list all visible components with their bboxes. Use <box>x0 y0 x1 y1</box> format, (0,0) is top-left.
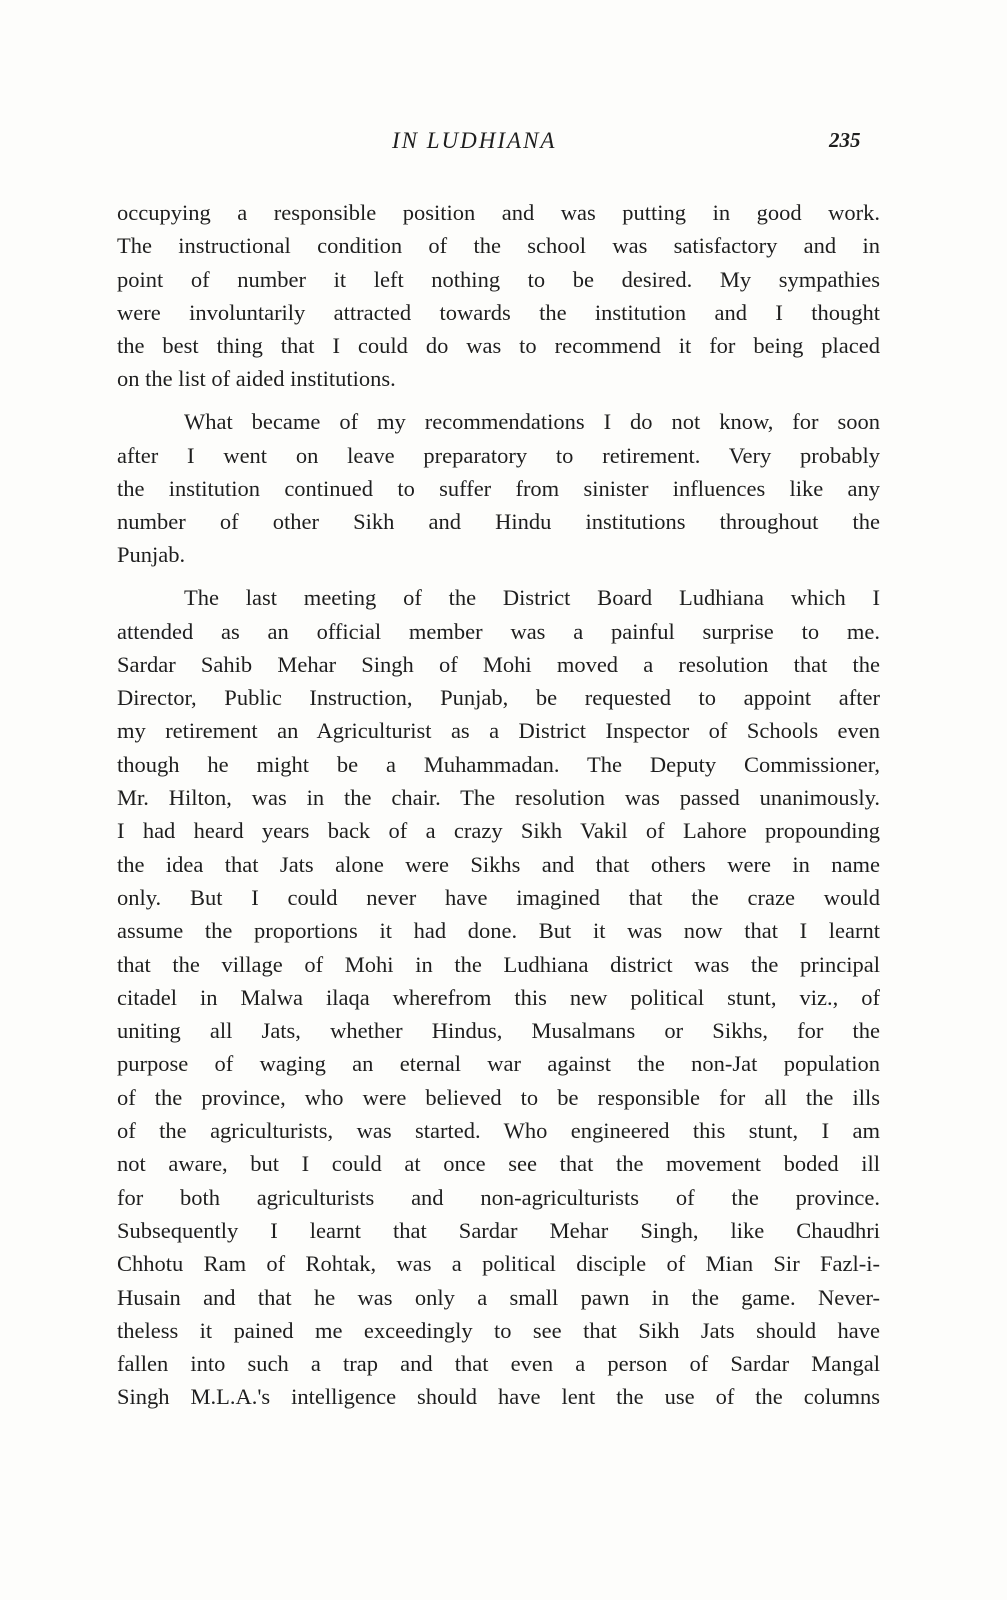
text-line: Singh M.L.A.'s intelligence should have lent the use of the columns <box>117 1384 880 1410</box>
text-line: Mr. Hilton, was in the chair. The resolution was passed unanimously. <box>117 785 880 811</box>
running-title: IN LUDHIANA <box>392 128 557 153</box>
text-line: Director, Public Instruction, Punjab, be requested to appoint after <box>117 685 880 711</box>
text-line: What became of my recommendations I do not know, for soon <box>184 409 880 435</box>
text-line: fallen into such a trap and that even a person of Sardar Mangal <box>117 1351 880 1377</box>
text-line: Punjab. <box>117 542 186 568</box>
page-body <box>117 196 880 1414</box>
paragraph <box>117 196 880 396</box>
text-line: my retirement an Agriculturist as a District Inspector of Schools even <box>117 718 880 744</box>
text-line: of the province, who were believed to be responsible for all the ills <box>117 1084 880 1110</box>
text-line: purpose of waging an eternal war against the non-Jat population <box>117 1051 880 1077</box>
text-line: not aware, but I could at once see that the movement boded ill <box>117 1151 880 1177</box>
text-line: Husain and that he was only a small pawn in the game. Never- <box>117 1284 880 1310</box>
paragraph <box>117 405 880 571</box>
page-number: 235 <box>829 128 861 152</box>
text-line: Subsequently I learnt that Sardar Mehar Singh, like Chaudhri <box>117 1217 880 1243</box>
text-line: theless it pained me exceedingly to see that Sikh Jats should have <box>117 1317 880 1343</box>
text-line: point of number it left nothing to be desired. My sympathies <box>117 266 880 292</box>
text-line: on the list of aided institutions. <box>117 366 396 392</box>
text-line: were involuntarily attracted towards the institution and I thought <box>117 299 880 325</box>
text-line: citadel in Malwa ilaqa wherefrom this new political stunt, viz., of <box>117 984 880 1010</box>
text-line: Chhotu Ram of Rohtak, was a political disciple of Mian Sir Fazl-i- <box>117 1251 880 1277</box>
running-header <box>0 128 1007 162</box>
text-line: number of other Sikh and Hindu institutions throughout the <box>117 509 880 535</box>
text-line: The instructional condition of the school was satisfactory and in <box>117 233 880 259</box>
text-line: The last meeting of the District Board Ludhiana which I <box>184 585 880 611</box>
paragraph <box>117 581 880 1413</box>
text-line: the best thing that I could do was to recommend it for being placed <box>117 333 880 359</box>
text-line: the idea that Jats alone were Sikhs and that others were in name <box>117 851 880 877</box>
text-line: attended as an official member was a painful surprise to me. <box>117 618 880 644</box>
text-line: Sardar Sahib Mehar Singh of Mohi moved a resolution that the <box>117 651 880 677</box>
text-line: the institution continued to suffer from sinister influences like any <box>117 475 880 501</box>
text-line: occupying a responsible position and was putting in good work. <box>117 200 880 225</box>
text-line: of the agriculturists, was started. Who engineered this stunt, I am <box>117 1118 880 1144</box>
text-line: for both agriculturists and non-agriculturists of the province. <box>117 1184 880 1210</box>
text-line: after I went on leave preparatory to retirement. Very probably <box>117 442 880 468</box>
text-line: though he might be a Muhammadan. The Deputy Commissioner, <box>117 751 880 777</box>
text-line: that the village of Mohi in the Ludhiana district was the principal <box>117 951 880 977</box>
text-line: assume the proportions it had done. But it was now that I learnt <box>117 918 880 944</box>
text-line: only. But I could never have imagined that the craze would <box>117 884 880 910</box>
text-line: I had heard years back of a crazy Sikh Vakil of Lahore propounding <box>117 818 880 844</box>
text-line: uniting all Jats, whether Hindus, Musalmans or Sikhs, for the <box>117 1018 880 1044</box>
